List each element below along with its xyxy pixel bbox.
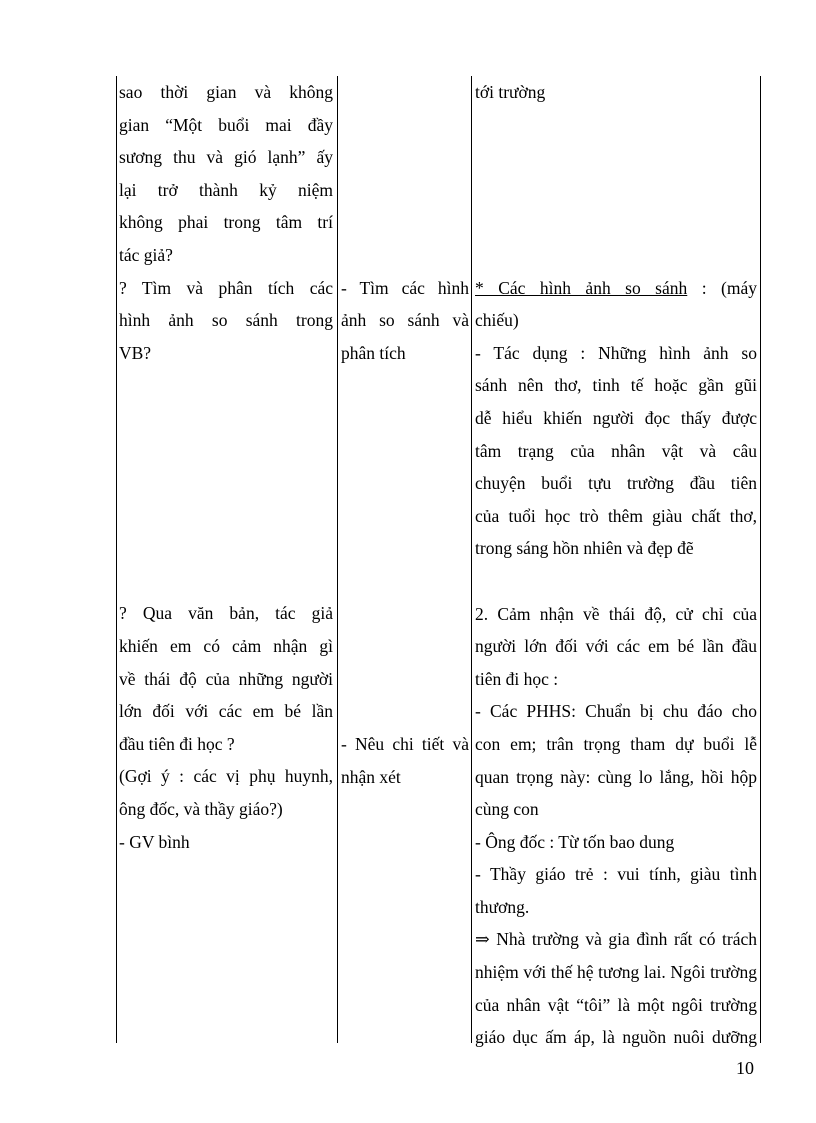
text-line: cùng con bbox=[475, 799, 539, 820]
text-line: - Ông đốc : Từ tốn bao dung bbox=[475, 831, 675, 852]
text-line: lớn đối với các em bé lần bbox=[119, 701, 333, 722]
text-line: ảnh so sánh và bbox=[341, 310, 469, 331]
column-content bbox=[475, 76, 757, 1054]
table-border-right bbox=[760, 76, 761, 1043]
text-line: ? Tìm và phân tích các bbox=[119, 277, 333, 298]
activity-block-3 bbox=[341, 728, 469, 793]
text-line: - GV bình bbox=[119, 831, 190, 852]
text-line: thương. bbox=[475, 896, 530, 917]
table-border-col1-col2 bbox=[337, 76, 338, 1043]
text-line: chuyện buổi tựu trường đầu tiên bbox=[475, 473, 757, 494]
text-line: nhiệm với thế hệ tương lai. Ngôi trường bbox=[475, 962, 757, 983]
text-line: ⇒ Nhà trường và gia đình rất có trách bbox=[475, 929, 757, 950]
text-line: đầu tiên đi học ? bbox=[119, 733, 235, 754]
text-line: trong sáng hồn nhiên và đẹp đẽ bbox=[475, 538, 694, 559]
text-line: dễ hiểu khiến người đọc thấy được bbox=[475, 407, 757, 428]
text-line: tâm trạng của nhân vật và câu bbox=[475, 440, 757, 461]
text-line: tác giả? bbox=[119, 244, 173, 265]
text-line: - Tìm các hình bbox=[341, 277, 469, 298]
text-line: của nhân vật “tôi” là một ngôi trường bbox=[475, 994, 757, 1015]
comparison-heading-rest: : (máy bbox=[701, 277, 757, 298]
text-line: ? Qua văn bản, tác giả bbox=[119, 603, 333, 624]
comparison-heading-underlined: * Các hình ảnh so sánh bbox=[475, 277, 688, 298]
question-block-1 bbox=[119, 76, 333, 272]
text-line: sánh nên thơ, tinh tế hoặc gần gũi bbox=[475, 375, 757, 396]
comparison-heading bbox=[475, 272, 757, 305]
activity-block-2 bbox=[341, 272, 469, 370]
text-line: tới trường bbox=[475, 82, 546, 102]
text-line: của tuổi học trò thêm giàu chất thơ, bbox=[475, 505, 757, 526]
text-line: (Gợi ý : các vị phụ huynh, bbox=[119, 766, 333, 787]
text-line: nhận xét bbox=[341, 766, 401, 787]
text-line: phân tích bbox=[341, 342, 406, 363]
page-number: 10 bbox=[736, 1058, 754, 1078]
column-teacher-activity bbox=[119, 76, 333, 858]
content-block-1 bbox=[475, 76, 757, 109]
text-line: giáo dục ấm áp, là nguồn nuôi dưỡng bbox=[475, 1027, 757, 1048]
content-block-3 bbox=[475, 598, 757, 1054]
text-line: 2. Cảm nhận về thái độ, cử chỉ của bbox=[475, 603, 757, 624]
text-line: lại trở thành kỷ niệm bbox=[119, 179, 333, 200]
text-line: sương thu và gió lạnh” ấy bbox=[119, 147, 333, 168]
text-line: ông đốc, và thầy giáo?) bbox=[119, 798, 283, 819]
text-line: VB? bbox=[119, 342, 152, 363]
text-line: người lớn đối với các em bé lần đầu bbox=[475, 636, 757, 657]
text-line: quan trọng này: cùng lo lắng, hồi hộp bbox=[475, 766, 757, 787]
text-line: - Các PHHS: Chuẩn bị chu đáo cho bbox=[475, 701, 757, 722]
question-block-2 bbox=[119, 272, 333, 370]
text-line: - Nêu chi tiết và bbox=[341, 733, 469, 754]
text-line: về thái độ của những người bbox=[119, 668, 333, 689]
text-line: - Tác dụng : Những hình ảnh so bbox=[475, 342, 757, 363]
text-line: khiến em có cảm nhận gì bbox=[119, 635, 333, 656]
text-line: hình ảnh so sánh trong bbox=[119, 310, 333, 331]
text-line: sao thời gian và không bbox=[119, 82, 333, 102]
text-line: gian “Một buổi mai đầy bbox=[119, 114, 333, 135]
table-border-col2-col3 bbox=[471, 76, 472, 1043]
text-line: chiếu) bbox=[475, 310, 519, 331]
text-line: con em; trân trọng tham dự buổi lễ bbox=[475, 733, 757, 754]
text-line: - Thầy giáo trẻ : vui tính, giàu tình bbox=[475, 864, 757, 885]
column-student-activity bbox=[341, 76, 469, 793]
text-line: tiên đi học : bbox=[475, 668, 559, 689]
table-border-left bbox=[116, 76, 117, 1043]
text-line: không phai trong tâm trí bbox=[119, 212, 333, 233]
question-block-3 bbox=[119, 597, 333, 858]
content-block-2 bbox=[475, 272, 757, 565]
